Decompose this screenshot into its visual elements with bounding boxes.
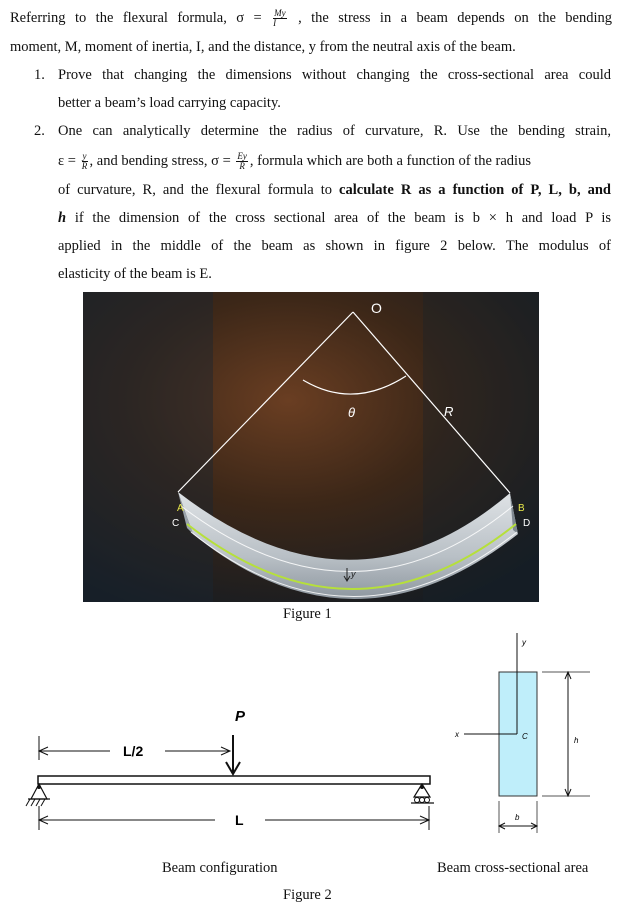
flexural-fraction: $\frac{My}{I}$ bbox=[273, 8, 286, 28]
label-l: L bbox=[235, 812, 244, 828]
label-theta: θ bbox=[348, 405, 356, 420]
label-b: B bbox=[518, 503, 525, 514]
figure-2-cross-section bbox=[450, 633, 600, 843]
label-x-axis: x bbox=[455, 730, 459, 739]
label-p: P bbox=[235, 708, 246, 725]
label-b-width: b bbox=[515, 813, 520, 822]
item-2-line-2: ε = $\frac{y}{R}$ , and bending stress, σ = $\frac{Ey}{R}$ , formula which are both a function of the radius bbox=[58, 151, 531, 171]
label-c-centroid: C bbox=[522, 732, 528, 741]
item-2-line-3: of curvature, R, and the flexural formula to calculate R as a function of P, L, b, and bbox=[58, 182, 611, 198]
label-h: h bbox=[574, 736, 579, 745]
stress-fraction: $\frac{Ey}{R}$ bbox=[237, 151, 247, 171]
figure-2-beam-configuration bbox=[20, 690, 450, 840]
strain-fraction: $\frac{y}{R}$ bbox=[81, 151, 88, 171]
figure-2-caption: Figure 2 bbox=[283, 887, 332, 903]
label-o: O bbox=[371, 300, 382, 316]
label-d: D bbox=[523, 518, 531, 529]
item-2-line-4: h if the dimension of the cross sectional area of the beam is b × h and load P is bbox=[58, 210, 612, 226]
beam-configuration-caption: Beam configuration bbox=[162, 860, 278, 876]
item-1-number: 1. bbox=[34, 67, 45, 83]
intro-line-2: moment, M, moment of inertia, I, and the distance, y from the neutral axis of the beam. bbox=[10, 39, 516, 55]
label-r: R bbox=[444, 404, 454, 419]
beam bbox=[38, 776, 430, 784]
label-c: C bbox=[172, 518, 180, 529]
label-l-half: L/2 bbox=[123, 743, 144, 759]
label-a: A bbox=[177, 503, 184, 514]
label-y-axis: y bbox=[522, 638, 526, 647]
figure-1-caption: Figure 1 bbox=[283, 606, 332, 622]
item-2-line-6: elasticity of the beam is E. bbox=[58, 266, 212, 282]
cross-section-caption: Beam cross-sectional area bbox=[437, 860, 589, 876]
item-2-line-1: One can analytically determine the radius of curvature, R. Use the bending strain, bbox=[58, 123, 611, 139]
item-2-line-5: applied in the middle of the beam as shown in figure 2 below. The modulus of bbox=[58, 238, 611, 254]
item-1-line-1: Prove that changing the dimensions without changing the cross-sectional area could bbox=[58, 67, 611, 83]
figure-1-curved-beam bbox=[83, 292, 539, 602]
item-1-line-2: better a beam’s load carrying capacity. bbox=[58, 95, 281, 111]
item-2-number: 2. bbox=[34, 123, 45, 139]
intro-line-1: Referring to the flexural formula, σ = $\frac{My}{I}$ , the stress in a beam depends on the bending bbox=[10, 8, 613, 28]
label-y: y bbox=[351, 569, 356, 579]
